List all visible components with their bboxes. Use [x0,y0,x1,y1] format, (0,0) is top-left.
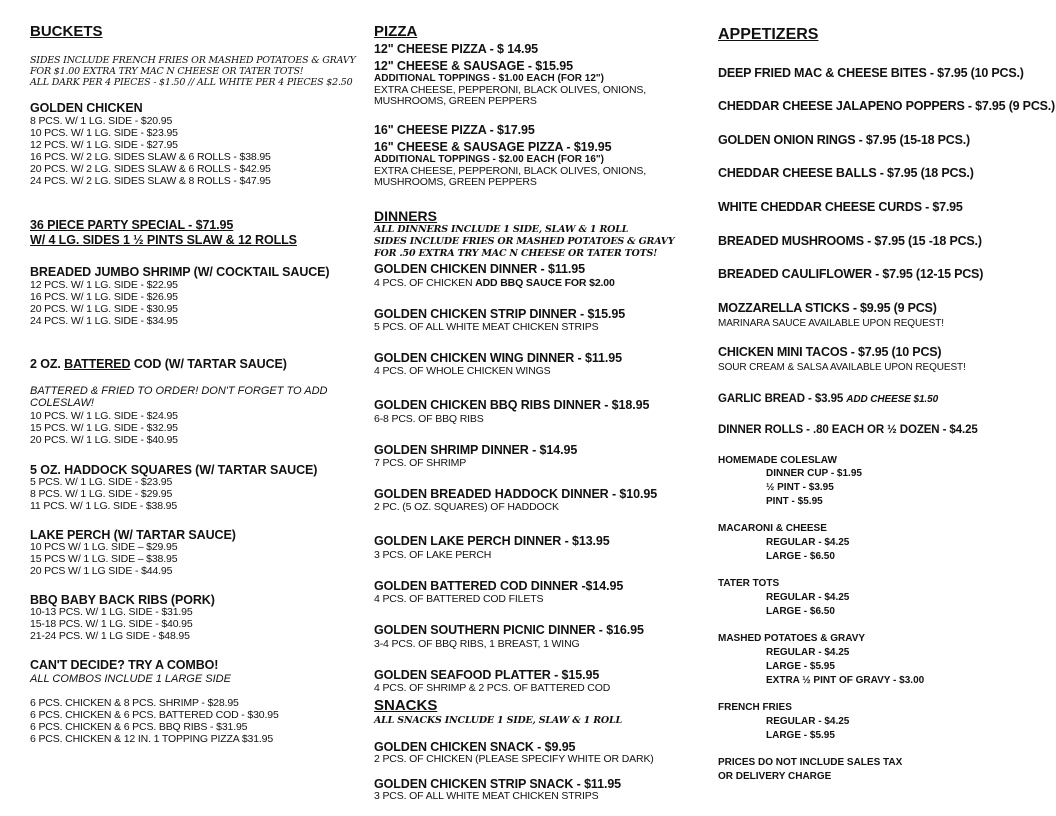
appetizer-item: CHEDDAR CHEESE BALLS - $7.95 (18 PCS.) [718,166,974,180]
dinner-title: GOLDEN SEAFOOD PLATTER - $15.95 [374,668,600,682]
side-title: HOMEMADE COLESLAW [718,455,837,466]
toppings-list: MUSHROOMS, GREEN PEPPERS [374,176,537,188]
side-price: LARGE - $5.95 [766,730,835,741]
snack-title: GOLDEN CHICKEN SNACK - $9.95 [374,740,576,754]
pizza-item: 12" CHEESE PIZZA - $ 14.95 [374,42,539,56]
menu-line: 24 PCS. W/ 1 LG. SIDE - $34.95 [30,315,178,327]
haddock-title: 5 OZ. HADDOCK SQUARES (W/ TARTAR SAUCE) [30,463,318,477]
menu-line: 15-18 PCS. W/ 1 LG. SIDE - $40.95 [30,618,193,630]
appetizer-item: CHICKEN MINI TACOS - $7.95 (10 PCS) [718,345,942,359]
dinners-note: ALL DINNERS INCLUDE 1 SIDE, SLAW & 1 ROLL [374,224,629,235]
snacks-note: ALL SNACKS INCLUDE 1 SIDE, SLAW & 1 ROLL [374,715,622,726]
dinner-title: GOLDEN CHICKEN DINNER - $11.95 [374,262,585,276]
snacks-heading: SNACKS [374,697,438,714]
dinner-title: GOLDEN BATTERED COD DINNER -$14.95 [374,579,624,593]
dinner-desc: 3-4 PCS. OF BBQ RIBS, 1 BREAST, 1 WING [374,638,580,650]
menu-line: 10 PCS. W/ 1 LG. SIDE - $23.95 [30,127,178,139]
dinner-desc: 4 PCS. OF BATTERED COD FILETS [374,593,544,605]
snack-desc: 2 PCS. OF CHICKEN (PLEASE SPECIFY WHITE OR DARK) [374,753,654,765]
pizza-heading: PIZZA [374,23,418,40]
dinner-title: GOLDEN CHICKEN STRIP DINNER - $15.95 [374,307,626,321]
side-price: PINT - $5.95 [766,496,823,507]
buckets-heading: BUCKETS [30,23,103,40]
dinner-desc: 4 PCS. OF CHICKEN ADD BBQ SAUCE FOR $2.00 [374,277,615,289]
appetizer-item: WHITE CHEDDAR CHEESE CURDS - $7.95 [718,200,963,214]
dinner-desc: 7 PCS. OF SHRIMP [374,457,467,469]
menu-line: 5 PCS. W/ 1 LG. SIDE - $23.95 [30,476,173,488]
menu-line: 8 PCS. W/ 1 LG. SIDE - $20.95 [30,115,173,127]
menu-line: 20 PCS. W/ 2 LG. SIDES SLAW & 6 ROLLS - $42.95 [30,163,271,175]
menu-line: 6 PCS. CHICKEN & 12 IN. 1 TOPPING PIZZA $31.95 [30,733,274,745]
dinner-desc: 3 PCS. OF LAKE PERCH [374,549,492,561]
side-price: REGULAR - $4.25 [766,716,850,727]
side-price: REGULAR - $4.25 [766,647,850,658]
side-price: EXTRA ½ PINT OF GRAVY - $3.00 [766,675,925,686]
pizza-item: 12" CHEESE & SAUSAGE - $15.95 [374,59,573,73]
dinner-desc: 2 PC. (5 OZ. SQUARES) OF HADDOCK [374,501,559,513]
side-price: LARGE - $5.95 [766,661,835,672]
dinner-desc: 6-8 PCS. OF BBQ RIBS [374,413,484,425]
dinners-note: SIDES INCLUDE FRIES OR MASHED POTATOES & GRAVY [374,236,675,247]
side-title: FRENCH FRIES [718,702,792,713]
appetizer-item: BREADED CAULIFLOWER - $7.95 (12-15 PCS) [718,267,984,281]
golden-chicken-title: GOLDEN CHICKEN [30,101,143,115]
toppings-list: EXTRA CHEESE, PEPPERONI, BLACK OLIVES, ONIONS, [374,84,647,96]
shrimp-title: BREADED JUMBO SHRIMP (W/ COCKTAIL SAUCE) [30,265,330,279]
dinner-desc: 4 PCS. OF SHRIMP & 2 PCS. OF BATTERED COD [374,682,611,694]
cod-title: 2 OZ. BATTERED COD (W/ TARTAR SAUCE) [30,357,287,371]
menu-line: 15 PCS. W/ 1 LG. SIDE - $32.95 [30,422,178,434]
side-price: REGULAR - $4.25 [766,537,850,548]
toppings-title: ADDITIONAL TOPPINGS - $2.00 EACH (FOR 16") [374,154,604,165]
dinner-title: GOLDEN LAKE PERCH DINNER - $13.95 [374,534,610,548]
dinner-title: GOLDEN CHICKEN BBQ RIBS DINNER - $18.95 [374,398,650,412]
side-price: ½ PINT - $3.95 [766,482,834,493]
dinner-title: GOLDEN SOUTHERN PICNIC DINNER - $16.95 [374,623,644,637]
menu-line: 16 PCS. W/ 2 LG. SIDES SLAW & 6 ROLLS - $38.95 [30,151,271,163]
appetizer-item: DINNER ROLLS - .80 EACH OR ½ DOZEN - $4.25 [718,424,978,436]
appetizer-item: GARLIC BREAD - $3.95 ADD CHEESE $1.50 [718,393,939,405]
pizza-item: 16" CHEESE PIZZA - $17.95 [374,123,535,137]
appetizer-item: CHEDDAR CHEESE JALAPENO POPPERS - $7.95 (9 PCS.) [718,99,1056,113]
party-special: W/ 4 LG. SIDES 1 ½ PINTS SLAW & 12 ROLLS [30,233,297,247]
side-title: MACARONI & CHEESE [718,523,827,534]
dinner-desc: 4 PCS. OF WHOLE CHICKEN WINGS [374,365,551,377]
combo-title: CAN'T DECIDE? TRY A COMBO! [30,658,219,672]
appetizer-item: BREADED MUSHROOMS - $7.95 (15 -18 PCS.) [718,234,982,248]
side-price: DINNER CUP - $1.95 [766,468,862,479]
side-price: LARGE - $6.50 [766,551,835,562]
perch-title: LAKE PERCH (W/ TARTAR SAUCE) [30,528,236,542]
sides-note: SIDES INCLUDE FRENCH FRIES OR MASHED POTATOES & GRAVY [30,55,356,66]
appetizer-note: MARINARA SAUCE AVAILABLE UPON REQUEST! [718,318,944,329]
menu-line: 15 PCS W/ 1 LG. SIDE – $38.95 [30,553,178,565]
combo-note: ALL COMBOS INCLUDE 1 LARGE SIDE [30,673,231,685]
side-price: REGULAR - $4.25 [766,592,850,603]
appetizer-item: MOZZARELLA STICKS - $9.95 (9 PCS) [718,301,937,315]
cod-note: COLESLAW! [30,397,94,409]
cod-note: BATTERED & FRIED TO ORDER! DON'T FORGET TO ADD [30,385,328,397]
appetizers-heading: APPETIZERS [718,26,819,43]
toppings-list: EXTRA CHEESE, PEPPERONI, BLACK OLIVES, ONIONS, [374,165,647,177]
disclaimer: OR DELIVERY CHARGE [718,771,832,782]
menu-line: 20 PCS W/ 1 LG SIDE - $44.95 [30,565,173,577]
appetizer-note: SOUR CREAM & SALSA AVAILABLE UPON REQUEST! [718,362,966,373]
dinner-desc: 5 PCS. OF ALL WHITE MEAT CHICKEN STRIPS [374,321,599,333]
menu-line: 12 PCS. W/ 1 LG. SIDE - $22.95 [30,279,178,291]
menu-line: 20 PCS. W/ 1 LG. SIDE - $30.95 [30,303,178,315]
ribs-title: BBQ BABY BACK RIBS (PORK) [30,593,215,607]
menu-line: 12 PCS. W/ 1 LG. SIDE - $27.95 [30,139,178,151]
menu-line: 10 PCS. W/ 1 LG. SIDE - $24.95 [30,410,178,422]
menu-line: 6 PCS. CHICKEN & 6 PCS. BBQ RIBS - $31.95 [30,721,248,733]
dinners-note: FOR .50 EXTRA TRY MAC N CHEESE OR TATER TOTS! [374,248,658,259]
sides-note: ALL DARK PER 4 PIECES - $1.50 // ALL WHITE PER 4 PIECES $2.50 [30,77,353,88]
menu-line: 10-13 PCS. W/ 1 LG. SIDE - $31.95 [30,606,193,618]
dinner-title: GOLDEN CHICKEN WING DINNER - $11.95 [374,351,622,365]
party-special: 36 PIECE PARTY SPECIAL - $71.95 [30,218,234,232]
disclaimer: PRICES DO NOT INCLUDE SALES TAX [718,757,903,768]
appetizer-item: GOLDEN ONION RINGS - $7.95 (15-18 PCS.) [718,133,970,147]
menu-line: 21-24 PCS. W/ 1 LG SIDE - $48.95 [30,630,190,642]
dinners-heading: DINNERS [374,208,438,224]
menu-line: 24 PCS. W/ 2 LG. SIDES SLAW & 8 ROLLS - $47.95 [30,175,271,187]
side-title: TATER TOTS [718,578,780,589]
menu-line: 6 PCS. CHICKEN & 6 PCS. BATTERED COD - $30.95 [30,709,279,721]
menu-line: 6 PCS. CHICKEN & 8 PCS. SHRIMP - $28.95 [30,697,239,709]
appetizer-item: DEEP FRIED MAC & CHEESE BITES - $7.95 (10 PCS.) [718,66,1024,80]
pizza-item: 16" CHEESE & SAUSAGE PIZZA - $19.95 [374,140,612,154]
sides-note: FOR $1.00 EXTRA TRY MAC N CHEESE OR TATER TOTS! [30,66,304,77]
menu-line: 16 PCS. W/ 1 LG. SIDE - $26.95 [30,291,178,303]
menu-line: 8 PCS. W/ 1 LG. SIDE - $29.95 [30,488,173,500]
menu-line: 10 PCS W/ 1 LG. SIDE – $29.95 [30,541,178,553]
side-price: LARGE - $6.50 [766,606,835,617]
dinner-title: GOLDEN BREADED HADDOCK DINNER - $10.95 [374,487,658,501]
snack-desc: 3 PCS. OF ALL WHITE MEAT CHICKEN STRIPS [374,790,599,802]
menu-line: 11 PCS. W/ 1 LG. SIDE - $38.95 [30,500,178,512]
toppings-list: MUSHROOMS, GREEN PEPPERS [374,95,537,107]
menu-line: 20 PCS. W/ 1 LG. SIDE - $40.95 [30,434,178,446]
dinner-title: GOLDEN SHRIMP DINNER - $14.95 [374,443,578,457]
snack-title: GOLDEN CHICKEN STRIP SNACK - $11.95 [374,777,622,791]
toppings-title: ADDITIONAL TOPPINGS - $1.00 EACH (FOR 12") [374,73,604,84]
side-title: MASHED POTATOES & GRAVY [718,633,866,644]
